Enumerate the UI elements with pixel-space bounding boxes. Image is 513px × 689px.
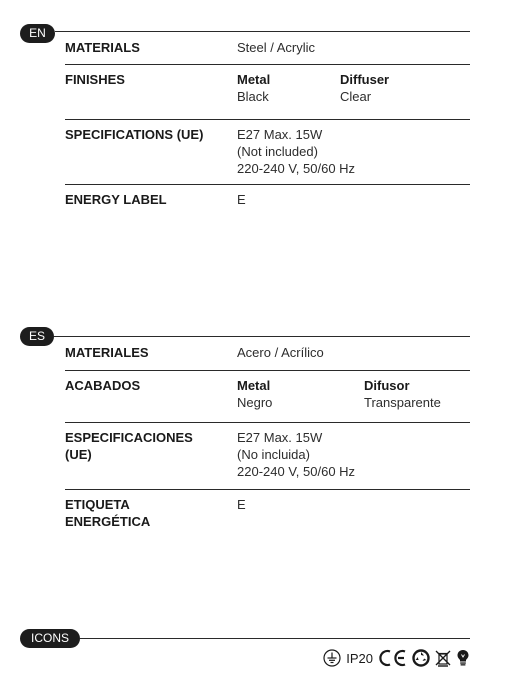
acabado-difusor	[364, 377, 441, 411]
spec-line-1: E27 Max. 15W	[237, 430, 323, 445]
finish-metal-value: Black	[237, 89, 269, 104]
materiales-value: Acero / Acrílico	[237, 345, 324, 360]
materials-value: Steel / Acrylic	[237, 40, 316, 55]
ce-mark-icon	[378, 649, 408, 667]
section-es	[20, 327, 470, 547]
row-materiales	[65, 338, 470, 371]
section-divider	[80, 638, 470, 639]
acabado-metal	[237, 377, 272, 411]
etiqueta-label	[65, 496, 225, 530]
energy-value: E	[237, 192, 246, 207]
row-materials	[65, 33, 470, 65]
bulb-icon	[456, 649, 470, 667]
etiqueta-label-line-2: ENERGÉTICA	[65, 514, 151, 529]
icons-tag: ICONS	[20, 629, 80, 648]
section-divider	[54, 336, 470, 337]
section-en	[20, 24, 470, 234]
ip20-rating: IP20	[346, 650, 373, 666]
acabado-metal-value: Negro	[237, 395, 273, 410]
row-energy-label	[65, 185, 470, 225]
acabado-metal-heading: Metal	[237, 378, 271, 393]
section-divider	[55, 31, 470, 32]
certification-icons	[323, 648, 470, 668]
row-etiqueta-energetica	[65, 490, 470, 540]
etiqueta-label-line-1: ETIQUETA	[65, 497, 130, 512]
earth-ground-icon	[323, 649, 341, 667]
language-tag-en: EN	[20, 24, 55, 43]
materiales-label: MATERIALES	[65, 345, 149, 360]
spec-line-1: E27 Max. 15W	[237, 127, 323, 142]
row-especificaciones	[65, 423, 470, 490]
row-finishes	[65, 65, 470, 120]
finish-diffuser	[340, 71, 389, 105]
especificaciones-label	[65, 429, 225, 463]
acabados-label: ACABADOS	[65, 378, 141, 393]
row-acabados	[65, 371, 470, 423]
energy-label: ENERGY LABEL	[65, 192, 167, 207]
especificaciones-value	[237, 429, 355, 480]
spec-line-2: (No incluida)	[237, 447, 310, 462]
spec-line-3: 220-240 V, 50/60 Hz	[237, 161, 356, 176]
finish-diffuser-heading: Diffuser	[340, 72, 390, 87]
acabado-difusor-value: Transparente	[364, 395, 441, 410]
finishes-label: FINISHES	[65, 72, 125, 87]
especificaciones-label-line-2: (UE)	[65, 447, 92, 462]
spec-line-2: (Not included)	[237, 144, 318, 159]
finish-metal-heading: Metal	[237, 72, 271, 87]
materials-label: MATERIALS	[65, 40, 140, 55]
finish-diffuser-value: Clear	[340, 89, 372, 104]
especificaciones-label-line-1: ESPECIFICACIONES	[65, 430, 193, 445]
recycle-icon	[412, 649, 430, 667]
row-specifications	[65, 120, 470, 185]
finish-metal	[237, 71, 270, 105]
etiqueta-value: E	[237, 497, 246, 512]
language-tag-es: ES	[20, 327, 54, 346]
weee-bin-icon	[434, 649, 452, 667]
spec-line-3: 220-240 V, 50/60 Hz	[237, 464, 356, 479]
acabado-difusor-heading: Difusor	[364, 378, 410, 393]
specifications-value	[237, 126, 355, 177]
specifications-label: SPECIFICATIONS (UE)	[65, 127, 204, 142]
section-icons	[20, 629, 470, 649]
